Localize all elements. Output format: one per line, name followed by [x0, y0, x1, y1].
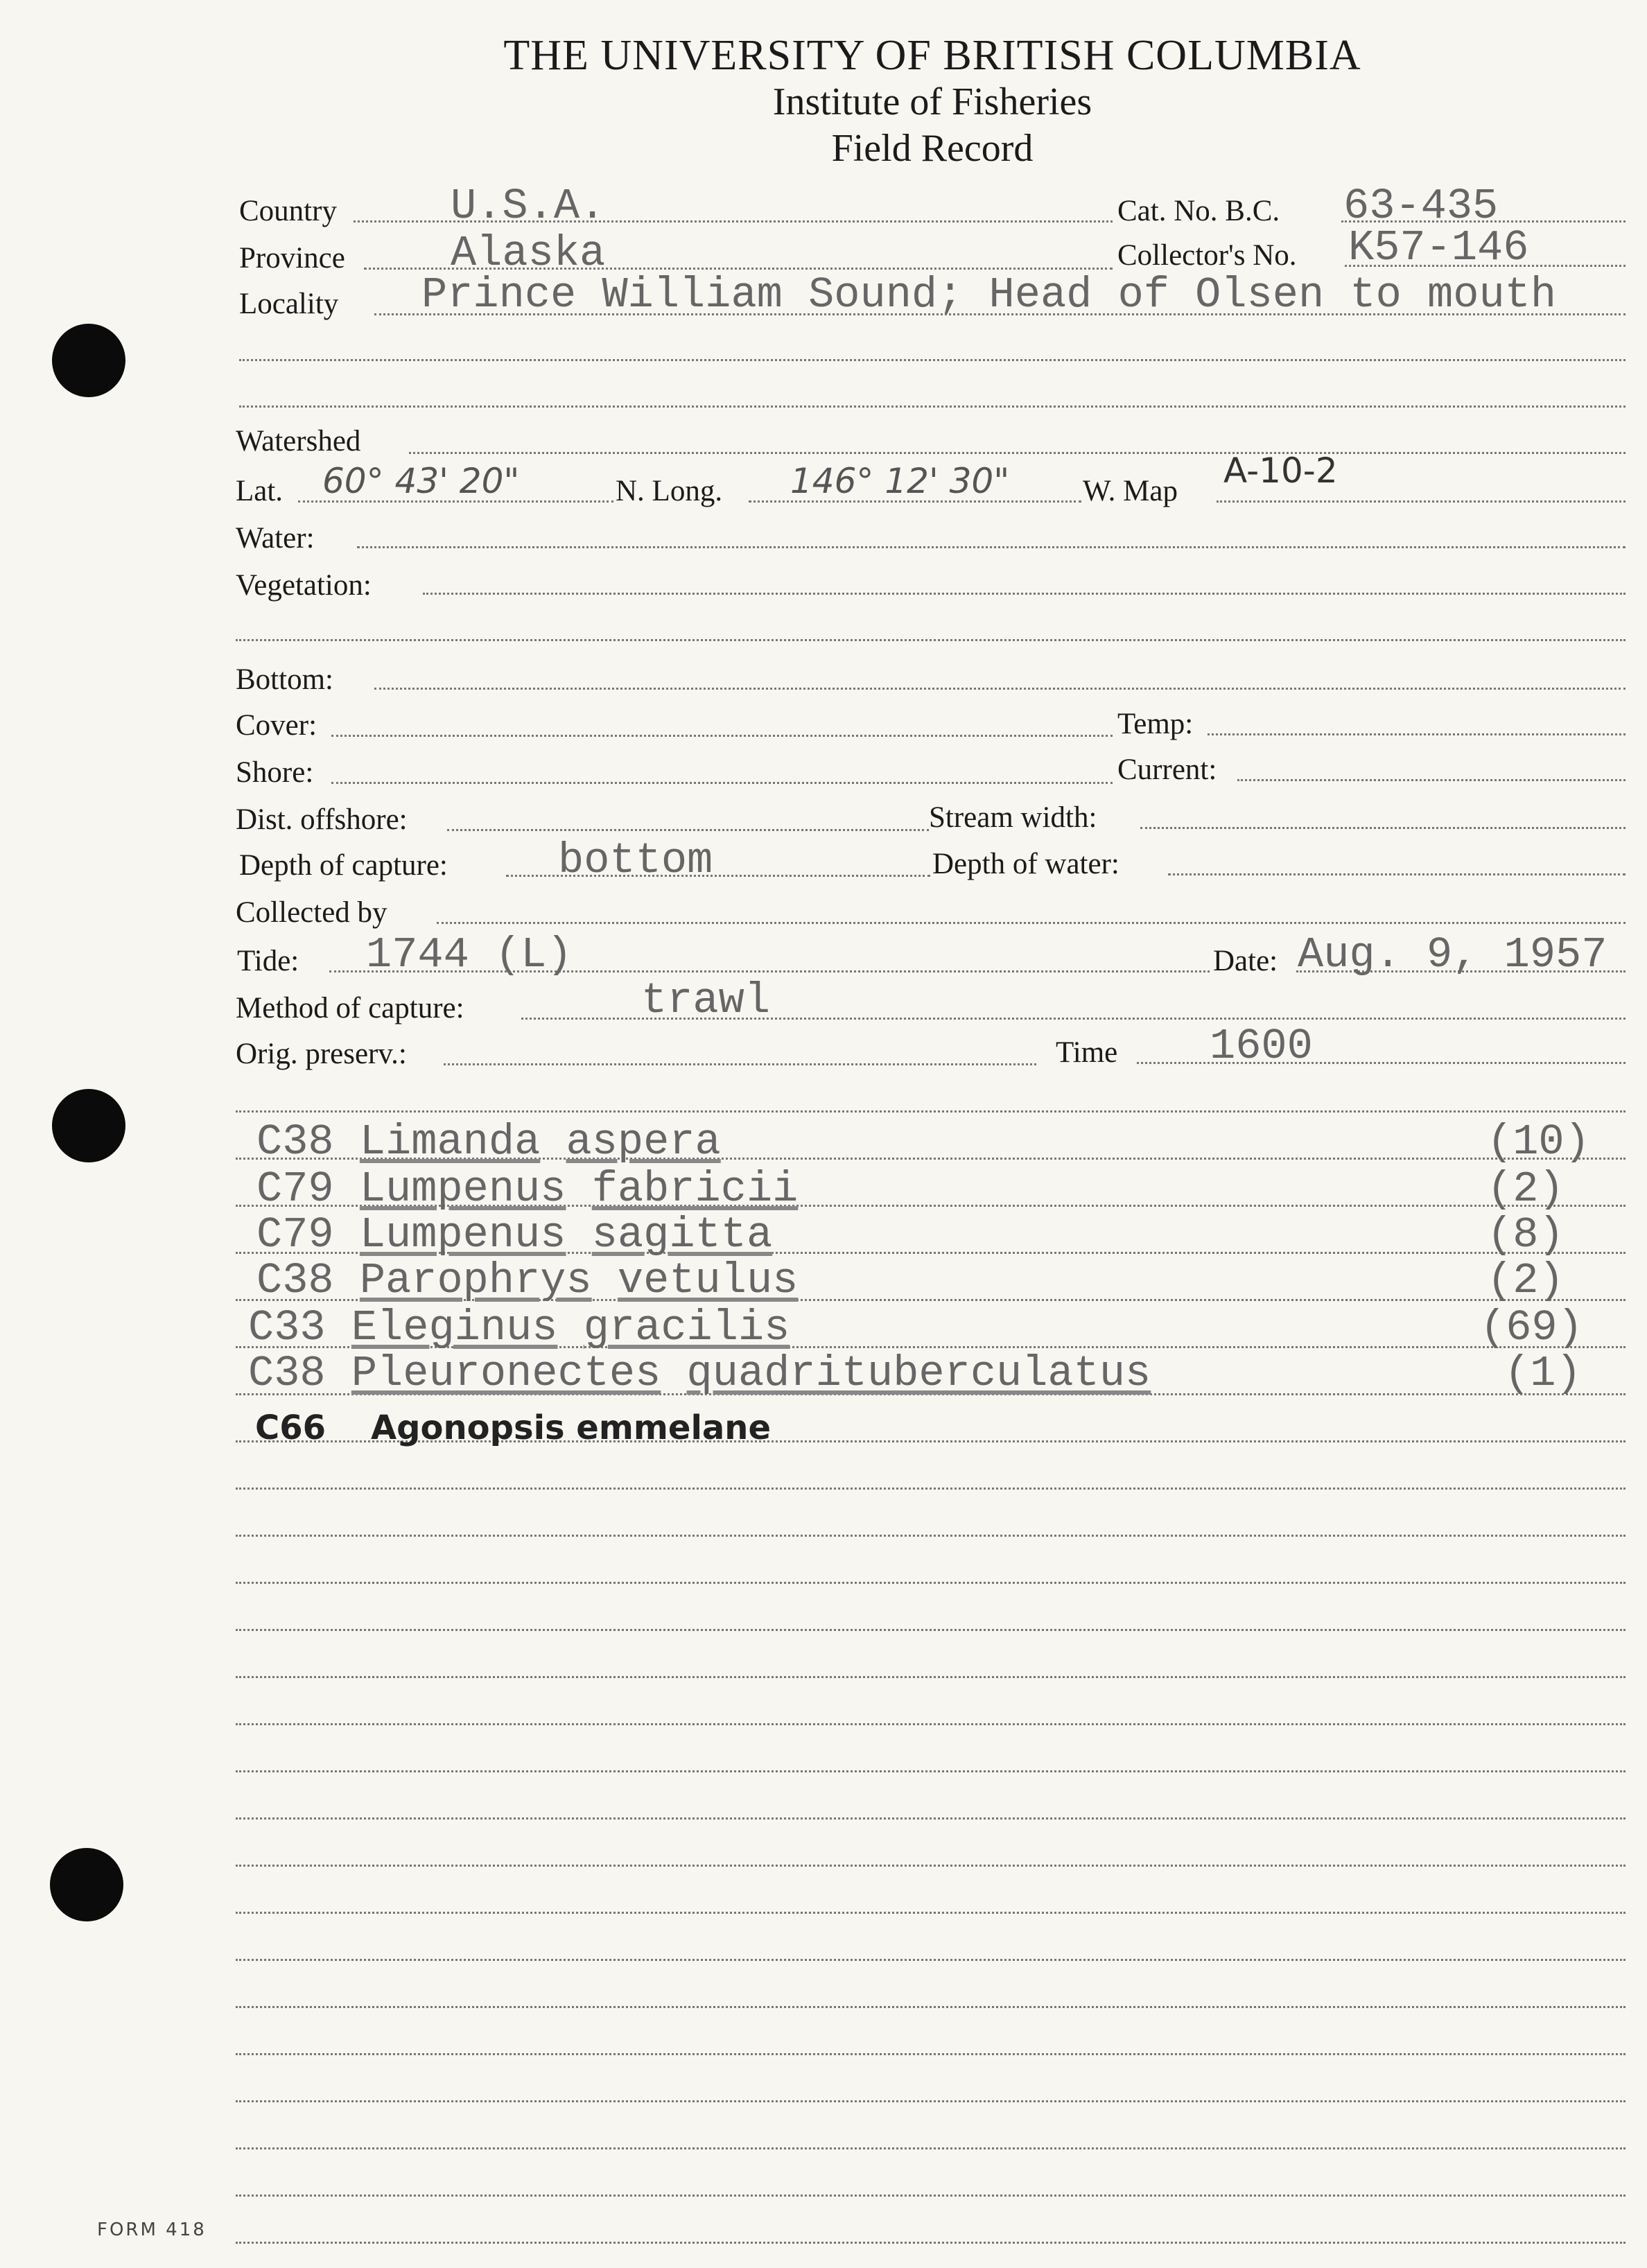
- record-title: Field Record: [831, 127, 1034, 170]
- species-epithet: gracilis: [583, 1303, 790, 1352]
- species-line-17: [236, 1912, 1626, 1914]
- orig-preserv-line: [444, 1063, 1036, 1065]
- species-line-18: [236, 1959, 1626, 1961]
- species-genus: Limanda: [359, 1117, 541, 1167]
- vegetation-label: Vegetation:: [236, 569, 372, 602]
- cat-no-label: Cat. No. B.C.: [1117, 195, 1280, 227]
- collected-by-line: [437, 922, 1626, 924]
- depth-capture-label: Depth of capture:: [239, 849, 448, 882]
- dist-offshore-label: Dist. offshore:: [236, 803, 408, 836]
- watershed-label: Watershed: [236, 425, 361, 457]
- species-count: (69): [1480, 1303, 1583, 1352]
- species-line-0: [236, 1110, 1626, 1113]
- country-label: Country: [239, 195, 337, 227]
- species-genus: Lumpenus: [359, 1210, 566, 1259]
- shore-line: [331, 782, 1113, 784]
- species-line-19: [236, 2006, 1626, 2008]
- form-number: FORM 418: [97, 2219, 207, 2240]
- vegetation-line: [423, 593, 1626, 595]
- species-genus: Eleginus: [351, 1303, 558, 1352]
- species-code: C38: [256, 1256, 334, 1305]
- depth-water-label: Depth of water:: [932, 848, 1119, 880]
- time-value: 1600: [1210, 1022, 1313, 1071]
- orig-preserv-label: Orig. preserv.:: [236, 1038, 407, 1070]
- species-line-10: [236, 1582, 1626, 1584]
- species-epithet: aspera: [566, 1117, 721, 1167]
- species-count: (10): [1487, 1117, 1590, 1167]
- current-line: [1237, 779, 1626, 781]
- vegetation-line-2: [236, 639, 1626, 641]
- species-genus: Pleuronectes: [351, 1349, 661, 1398]
- species-epithet: quadrituberculatus: [686, 1349, 1151, 1398]
- map-value: A-10-2: [1223, 451, 1338, 491]
- stream-width-line: [1140, 827, 1626, 829]
- tide-label: Tide:: [237, 945, 299, 977]
- species-line-12: [236, 1676, 1626, 1678]
- temp-line: [1208, 733, 1626, 735]
- cat-no-value: 63-435: [1343, 182, 1499, 231]
- species-code: C33: [248, 1303, 326, 1352]
- species-entry: [248, 1303, 790, 1352]
- cover-label: Cover:: [236, 709, 317, 742]
- extra-species-name: Agonopsis emmelane: [371, 1408, 772, 1447]
- species-entry: [256, 1117, 721, 1167]
- lat-label: Lat.: [236, 475, 284, 507]
- species-line-22: [236, 2147, 1626, 2149]
- species-line-23: [236, 2195, 1626, 2197]
- date-label: Date:: [1213, 945, 1278, 977]
- species-line-14: [236, 1770, 1626, 1772]
- watershed-line: [409, 452, 1626, 454]
- locality-value: Prince William Sound; Head of Olsen to mouth: [421, 270, 1557, 320]
- species-code: C79: [256, 1164, 334, 1214]
- institute-title: Institute of Fisheries: [772, 80, 1092, 123]
- method-value: trawl: [641, 976, 771, 1025]
- time-label: Time: [1056, 1036, 1118, 1069]
- collectors-no-label: Collector's No.: [1117, 239, 1297, 272]
- species-entry: [248, 1349, 1151, 1398]
- collected-by-label: Collected by: [236, 896, 387, 929]
- species-count: (1): [1504, 1349, 1582, 1398]
- species-line-13: [236, 1723, 1626, 1725]
- species-code: C38: [248, 1349, 326, 1398]
- species-entry: [256, 1210, 772, 1259]
- n-long-label: N. Long.: [616, 475, 723, 507]
- species-count: (2): [1487, 1164, 1565, 1214]
- species-code: C38: [256, 1117, 334, 1167]
- stream-width-label: Stream width:: [929, 801, 1097, 834]
- long-value: 146° 12' 30": [790, 461, 1010, 501]
- university-title: THE UNIVERSITY OF BRITISH COLUMBIA: [503, 32, 1361, 79]
- water-line: [357, 546, 1626, 548]
- method-label: Method of capture:: [236, 992, 464, 1024]
- species-line-16: [236, 1865, 1626, 1867]
- bottom-label: Bottom:: [236, 663, 333, 696]
- punch-hole-bottom: [50, 1848, 123, 1921]
- species-genus: Parophrys: [359, 1256, 592, 1305]
- species-line-9: [236, 1535, 1626, 1537]
- temp-label: Temp:: [1117, 708, 1194, 740]
- species-code: C79: [256, 1210, 334, 1259]
- species-count: (8): [1487, 1210, 1565, 1259]
- species-line-20: [236, 2053, 1626, 2055]
- extra-species-code: C66: [255, 1408, 326, 1447]
- shore-label: Shore:: [236, 756, 314, 789]
- bottom-line: [374, 688, 1626, 690]
- province-label: Province: [239, 242, 345, 274]
- species-line-8: [236, 1488, 1626, 1490]
- species-entry: [256, 1164, 798, 1214]
- w-map-label: W. Map: [1083, 475, 1178, 507]
- locality-line-3: [239, 405, 1626, 408]
- species-line-15: [236, 1817, 1626, 1820]
- collectors-no-value: K57-146: [1348, 223, 1529, 272]
- water-label: Water:: [236, 522, 315, 555]
- species-line-11: [236, 1629, 1626, 1631]
- depth-capture-value: bottom: [558, 836, 713, 885]
- species-entry: [256, 1256, 798, 1305]
- date-value: Aug. 9, 1957: [1298, 930, 1607, 979]
- depth-water-line: [1168, 873, 1626, 875]
- species-line-24: [236, 2242, 1626, 2244]
- tide-value: 1744 (L): [366, 930, 573, 979]
- province-value: Alaska: [451, 229, 606, 278]
- species-epithet: fabricii: [591, 1164, 799, 1214]
- dist-offshore-line: [447, 829, 929, 831]
- locality-line-2: [239, 359, 1626, 361]
- species-epithet: sagitta: [591, 1210, 773, 1259]
- punch-hole-top: [52, 324, 125, 397]
- map-line: [1217, 500, 1626, 503]
- species-line-21: [236, 2100, 1626, 2102]
- punch-hole-middle: [52, 1089, 125, 1162]
- species-genus: Lumpenus: [359, 1164, 566, 1214]
- cover-line: [331, 735, 1113, 737]
- current-label: Current:: [1117, 753, 1217, 786]
- species-epithet: vetulus: [617, 1256, 799, 1305]
- lat-value: 60° 43' 20": [322, 461, 520, 501]
- species-count: (2): [1487, 1256, 1565, 1305]
- locality-label: Locality: [239, 288, 339, 320]
- country-value: U.S.A.: [451, 182, 606, 231]
